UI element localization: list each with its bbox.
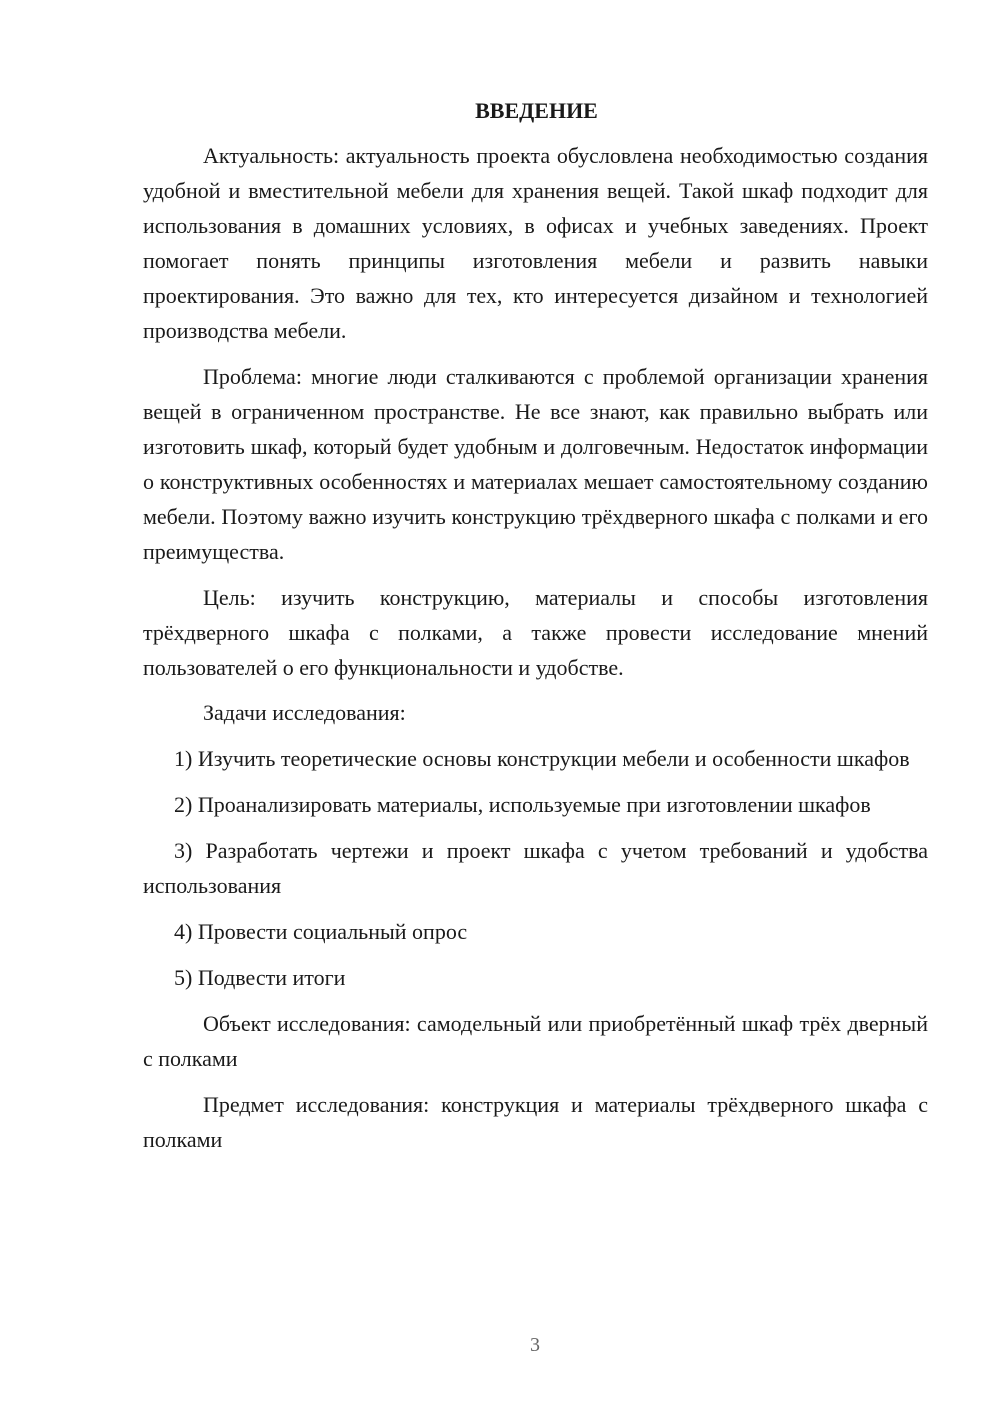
- page-title: ВВЕДЕНИЕ: [475, 98, 598, 123]
- problem-paragraph: Проблема: многие люди сталкиваются с проблемой организации хранения вещей в ограниченном пространстве. Не все знают, как правильно выбрать или изготовить шкаф, который будет удобным и долговечным. Недостаток информации о конструктивных особенностях и материалах мешает самостоятельному созданию мебели. Поэтому важно изучить конструкцию трёхдверного шкафа с полками и его преимущества.: [143, 364, 928, 564]
- task-item-1: 1) Изучить теоретические основы конструкции мебели и особенности шкафов: [174, 746, 910, 771]
- task-item-4: 4) Провести социальный опрос: [174, 919, 468, 944]
- relevance-paragraph: Актуальность: актуальность проекта обусловлена необходимостью создания удобной и вместительной мебели для хранения вещей. Такой шкаф подходит для использования в домашних условиях, в офисах и учебных заведениях. Проект помогает понять принципы изготовления мебели и развить навыки проектирования. Это важно для тех, кто интересуется дизайном и технологией производства мебели.: [143, 143, 928, 343]
- task-item-3: 3) Разработать чертежи и проект шкафа с учетом требований и удобства использования: [143, 838, 928, 898]
- tasks-heading: Задачи исследования:: [203, 700, 406, 725]
- goal-paragraph: Цель: изучить конструкцию, материалы и способы изготовления трёхдверного шкафа с полками, а также провести исследование мнений пользователей о его функциональности и удобстве.: [143, 585, 928, 680]
- task-item-2: 2) Проанализировать материалы, используемые при изготовлении шкафов: [174, 792, 871, 817]
- research-object-paragraph: Объект исследования: самодельный или приобретённый шкаф трёх дверный с полками: [143, 1011, 928, 1071]
- task-item-5: 5) Подвести итоги: [174, 965, 346, 990]
- page-number: 3: [530, 1334, 540, 1356]
- page-content: [143, 96, 928, 1168]
- research-subject-paragraph: Предмет исследования: конструкция и материалы трёхдверного шкафа с полками: [143, 1092, 928, 1152]
